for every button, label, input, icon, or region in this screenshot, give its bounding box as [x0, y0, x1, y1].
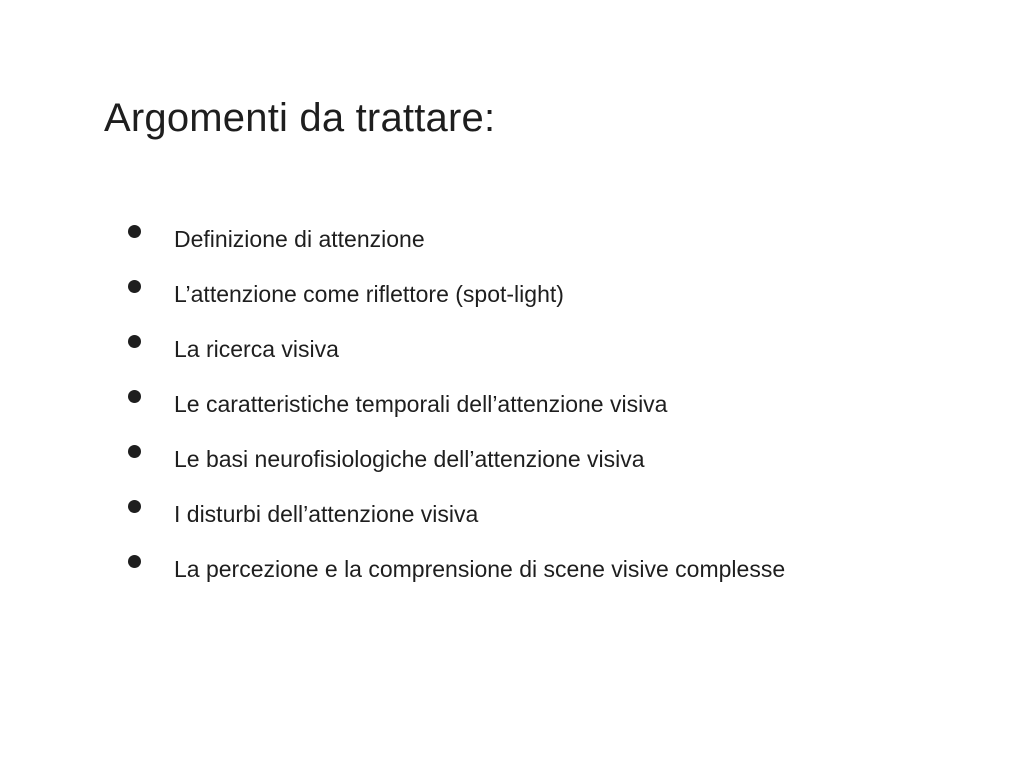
bullet-item: [0, 485, 900, 540]
bullet-icon: [128, 445, 141, 458]
bullet-text: Definizione di attenzione: [174, 226, 425, 252]
bullet-text: La percezione e la comprensione di scene visive complesse: [174, 556, 786, 582]
bullet-icon: [128, 335, 141, 348]
bullet-item: [0, 320, 900, 375]
bullet-item: [0, 265, 900, 320]
bullet-text: I disturbi dell’attenzione visiva: [174, 501, 479, 527]
bullet-text: L’attenzione come riflettore (spot-light): [174, 281, 564, 307]
bullet-icon: [128, 390, 141, 403]
bullet-list: [0, 210, 900, 595]
bullet-text: La ricerca visiva: [174, 336, 339, 362]
bullet-icon: [128, 500, 141, 513]
bullet-item: [0, 540, 900, 595]
bullet-icon: [128, 225, 141, 238]
bullet-item: [0, 430, 900, 485]
bullet-text: Le caratteristiche temporali dell’attenzione visiva: [174, 391, 668, 417]
bullet-icon: [128, 280, 141, 293]
bullet-item: [0, 210, 900, 265]
bullet-item: [0, 375, 900, 430]
bullet-text: Le basi neurofisiologiche dell’attenzione visiva: [174, 446, 645, 472]
slide-title: Argomenti da trattare:: [104, 96, 496, 140]
bullet-icon: [128, 555, 141, 568]
